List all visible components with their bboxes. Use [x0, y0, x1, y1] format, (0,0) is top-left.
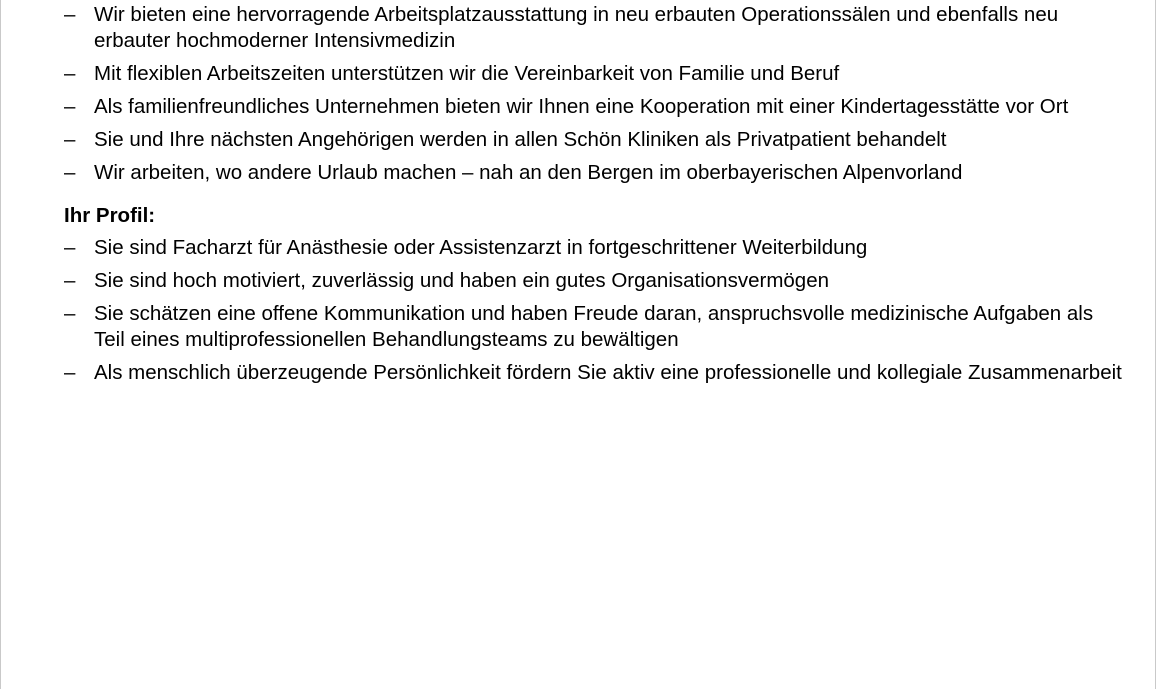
profile-list [64, 235, 1124, 386]
list-item-text: Wir bieten eine hervorragende Arbeitsplatzausstattung in neu erbauten Operationssälen und ebenfalls neu erbauter hochmoderner Intensivmedizin [94, 3, 1059, 52]
dash-bullet: – [64, 3, 76, 26]
list-item [64, 268, 1124, 294]
dash-bullet: – [64, 361, 76, 384]
list-item-text: Als menschlich überzeugende Persönlichkeit fördern Sie aktiv eine professionelle und kollegiale Zusammenarbeit [94, 361, 1122, 384]
benefits-list [64, 2, 1124, 186]
list-item [64, 160, 1124, 186]
list-item-text: Sie schätzen eine offene Kommunikation und haben Freude daran, anspruchsvolle medizinische Aufgaben als Teil eines multiprofessionellen Behandlungsteams zu bewältigen [94, 302, 1094, 351]
list-item-text: Wir arbeiten, wo andere Urlaub machen – nah an den Bergen im oberbayerischen Alpenvorland [94, 161, 963, 184]
list-item [64, 94, 1124, 120]
dash-bullet: – [64, 128, 76, 151]
list-item [64, 360, 1124, 386]
list-item [64, 2, 1124, 54]
dash-bullet: – [64, 161, 76, 184]
dash-bullet: – [64, 302, 76, 325]
dash-bullet: – [64, 95, 76, 118]
dash-bullet: – [64, 62, 76, 85]
list-item [64, 127, 1124, 153]
list-item-text: Sie sind hoch motiviert, zuverlässig und haben ein gutes Organisationsvermögen [94, 269, 829, 292]
list-item-text: Als familienfreundliches Unternehmen bieten wir Ihnen eine Kooperation mit einer Kindertagesstätte vor Ort [94, 95, 1069, 118]
job-description [64, 2, 1124, 393]
dash-bullet: – [64, 236, 76, 259]
list-item [64, 235, 1124, 261]
list-item-text: Sie und Ihre nächsten Angehörigen werden in allen Schön Kliniken als Privatpatient behandelt [94, 128, 947, 151]
list-item-text: Mit flexiblen Arbeitszeiten unterstützen wir die Vereinbarkeit von Familie und Beruf [94, 62, 840, 85]
dash-bullet: – [64, 269, 76, 292]
profile-heading: Ihr Profil: [64, 204, 156, 227]
list-item [64, 61, 1124, 87]
list-item [64, 301, 1124, 353]
list-item-text: Sie sind Facharzt für Anästhesie oder Assistenzarzt in fortgeschrittener Weiterbildung [94, 236, 868, 259]
